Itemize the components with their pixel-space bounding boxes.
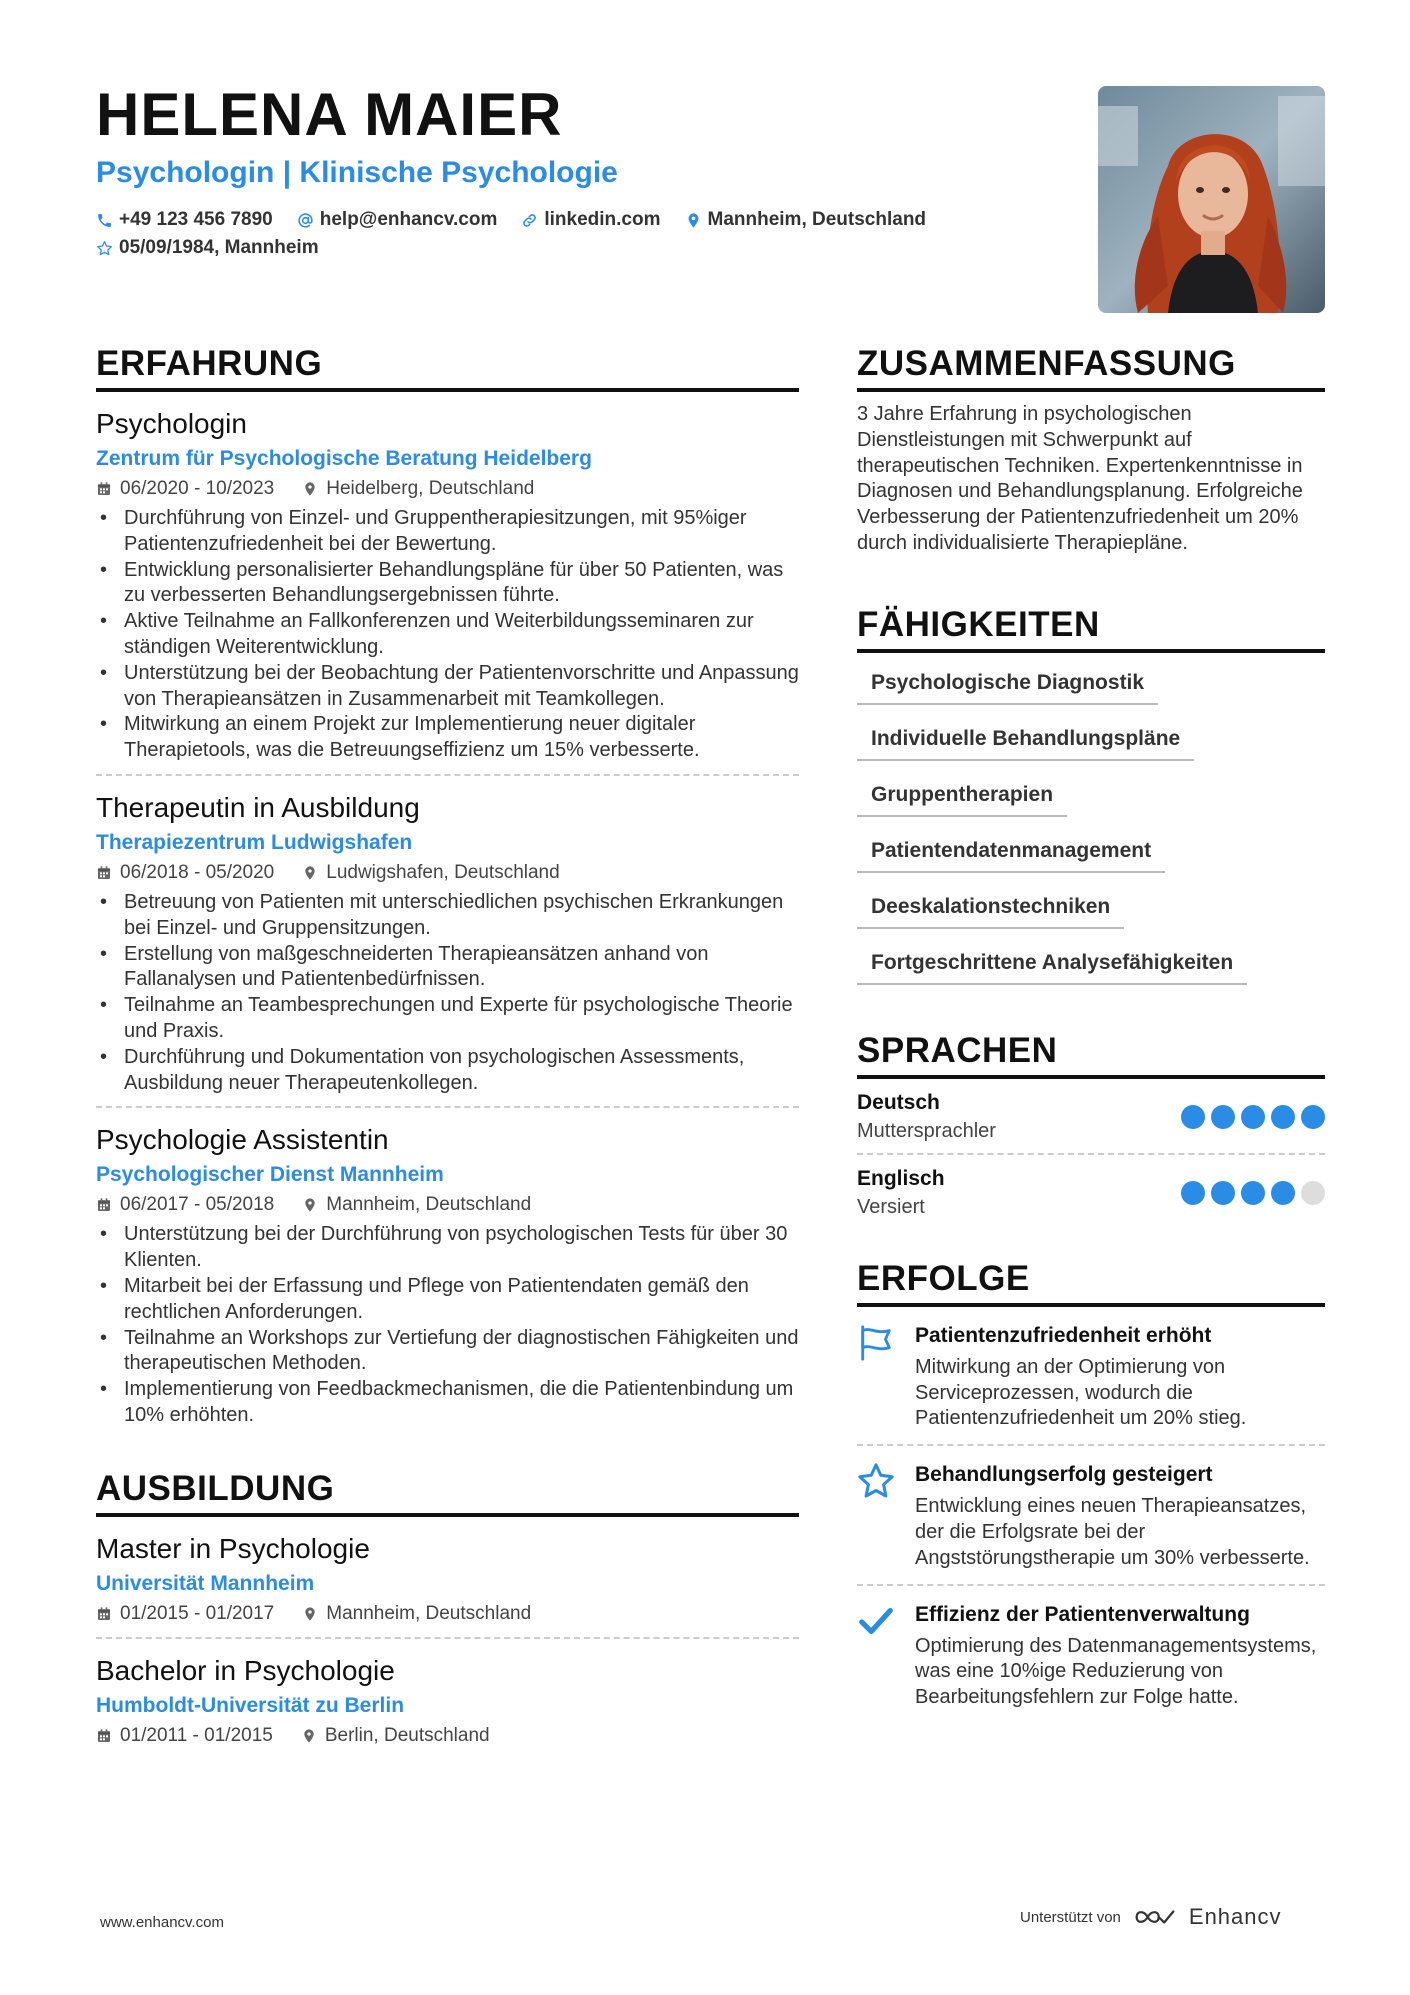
location-text: Mannheim, Deutschland [326, 1194, 532, 1216]
location-pin-icon [302, 1197, 318, 1213]
experience-heading: ERFAHRUNG [96, 344, 799, 392]
language-name: Deutsch [857, 1090, 940, 1114]
location-pin-icon [685, 212, 702, 229]
degree-title: Bachelor in Psychologie [96, 1654, 395, 1686]
achievement-title: Effizienz der Patientenverwaltung [915, 1602, 1250, 1626]
experience-entry [96, 774, 799, 1106]
location-pin-icon [302, 481, 318, 497]
powered-by-text: Unterstützt von [1020, 1908, 1121, 1926]
skill-tag: Psychologische Diagnostik [857, 667, 1158, 705]
email-text: help@enhancv.com [319, 209, 498, 230]
company-name: Psychologischer Dienst Mannheim [96, 1163, 444, 1187]
degree-title: Master in Psychologie [96, 1532, 370, 1564]
bullet: • Teilnahme an Teambesprechungen und Experte für psychologische Theorie und Praxis. [96, 993, 799, 1045]
company-name: Zentrum für Psychologische Beratung Heidelberg [96, 447, 592, 470]
achievement-title: Behandlungserfolg gesteigert [915, 1463, 1213, 1487]
rating-dot [1181, 1105, 1205, 1129]
contact-location [685, 209, 927, 231]
job-title: Psychologie Assistentin [96, 1124, 389, 1156]
left-column [96, 344, 799, 1759]
bullet: • Entwicklung personalisierter Behandlungspläne für über 50 Patienten, was zu verbesserten Behandlungsergebnissen führte. [96, 558, 799, 610]
skill-tag: Patientendatenmanagement [857, 835, 1165, 873]
edu-dates [96, 1599, 274, 1629]
job-dates [96, 858, 274, 888]
company-name: Therapiezentrum Ludwigshafen [96, 830, 413, 854]
summary-text: 3 Jahre Erfahrung in psychologischen Dienstleistungen mit Schwerpunkt auf therapeutischen Techniken. Expertenkenntnisse in Diagnosen und Behandlungsplanung. Erfolgreiche Verbesserung der Patientenzufriedenheit um 20% durch individualisierte Therapiepläne. [857, 403, 1303, 554]
dates-text: 06/2018 - 05/2020 [120, 861, 275, 883]
achievement-desc: Optimierung des Datenmanagementsystems, was eine 10%ige Reduzierung von Bearbeitungsfehlern zur Folge hatte. [915, 1634, 1317, 1709]
location-text: Ludwigshafen, Deutschland [326, 861, 560, 883]
location-pin-icon [302, 1606, 318, 1622]
location-pin-icon [302, 865, 318, 881]
edu-location [302, 1599, 531, 1629]
school-name: Humboldt-Universität zu Berlin [96, 1693, 405, 1717]
contact-email[interactable] [297, 209, 498, 231]
rating-dot [1211, 1181, 1235, 1205]
candidate-role: Psychologin | Klinische Psychologie [96, 156, 618, 189]
skill-tag: Gruppentherapien [857, 779, 1067, 817]
bullet: • Erstellung von maßgeschneiderten Therapieansätzen anhand von Fallanalysen und Patientenbedürfnissen. [96, 942, 799, 994]
flag-icon [857, 1323, 895, 1361]
phone-text: +49 123 456 7890 [119, 209, 273, 230]
language-rating [1181, 1105, 1325, 1129]
footer-branding [1020, 1904, 1282, 1930]
language-rating [1181, 1181, 1325, 1205]
achievement-entry [857, 1584, 1325, 1723]
rating-dot [1211, 1105, 1235, 1129]
rating-dot [1301, 1181, 1325, 1205]
dates-text: 01/2011 - 01/2015 [120, 1724, 273, 1746]
skill-tag: Fortgeschrittene Analysefähigkeiten [857, 947, 1247, 985]
calendar-icon [96, 1197, 112, 1213]
contact-birth [96, 237, 319, 259]
brand-name: Enhancv [1188, 1904, 1282, 1929]
experience-entry [96, 1106, 799, 1438]
summary-heading: ZUSAMMENFASSUNG [857, 344, 1325, 392]
at-icon [297, 212, 314, 229]
rating-dot [1271, 1181, 1295, 1205]
experience-entry [96, 392, 799, 774]
profile-photo [1098, 86, 1325, 313]
right-column [857, 344, 1325, 1723]
rating-dot [1271, 1105, 1295, 1129]
phone-icon [96, 212, 113, 229]
bullet: • Aktive Teilnahme an Fallkonferenzen und Weiterbildungsseminaren zur ständigen Weiterentwicklung. [96, 609, 799, 661]
calendar-icon [96, 1606, 112, 1622]
contact-info [96, 206, 1056, 262]
achievement-desc: Mitwirkung an der Optimierung von Serviceprozessen, wodurch die Patientenzufriedenheit um 20% stieg. [915, 1355, 1247, 1430]
birth-text: 05/09/1984, Mannheim [119, 237, 319, 258]
job-title: Therapeutin in Ausbildung [96, 791, 420, 823]
location-pin-icon [301, 1728, 317, 1744]
location-text: Heidelberg, Deutschland [326, 478, 535, 499]
bullet: • Mitarbeit bei der Erfassung und Pflege von Patientendaten gemäß den rechtlichen Anforderungen. [96, 1274, 799, 1326]
job-bullets [96, 890, 799, 1096]
skills-heading: FÄHIGKEITEN [857, 605, 1325, 653]
location-text: Mannheim, Deutschland [707, 209, 927, 230]
bullet: • Mitwirkung an einem Projekt zur Implementierung neuer digitaler Therapietools, was die Betreuungseffizienz um 15% verbesserte. [96, 712, 799, 764]
calendar-icon [96, 865, 112, 881]
bullet: • Unterstützung bei der Durchführung von psychologischen Tests für über 30 Klienten. [96, 1222, 799, 1274]
candidate-name: HELENA MAIER [96, 81, 563, 148]
language-name: Englisch [857, 1166, 945, 1190]
star-icon [857, 1462, 895, 1500]
achievements-heading: ERFOLGE [857, 1259, 1325, 1307]
dates-text: 06/2020 - 10/2023 [120, 478, 275, 499]
link-icon [521, 212, 538, 229]
star-outline-icon [96, 240, 113, 257]
achievement-entry [857, 1307, 1325, 1444]
achievement-desc: Entwicklung eines neuen Therapieansatzes, der die Erfolgsrate bei der Angststörungstherapie um 30% verbesserte. [915, 1495, 1310, 1569]
achievement-entry [857, 1444, 1325, 1583]
contact-phone[interactable] [96, 209, 273, 231]
bullet: • Betreuung von Patienten mit unterschiedlichen psychischen Erkrankungen bei Einzel- und Gruppensitzungen. [96, 890, 799, 942]
language-entry [857, 1153, 1325, 1229]
bullet: • Unterstützung bei der Beobachtung der Patientenvorschritte und Anpassung von Therapieansätzen in Zusammenarbeit mit Teamkollegen. [96, 661, 799, 713]
contact-linkedin[interactable] [521, 209, 660, 231]
skill-tag: Deeskalationstechniken [857, 891, 1124, 929]
education-entry [96, 1637, 799, 1759]
job-bullets [96, 1222, 799, 1428]
education-heading: AUSBILDUNG [96, 1469, 799, 1517]
achievement-title: Patientenzufriedenheit erhöht [915, 1323, 1212, 1347]
bullet: • Teilnahme an Workshops zur Vertiefung der diagnostischen Fähigkeiten und therapeutischen Methoden. [96, 1326, 799, 1378]
job-location [302, 858, 559, 888]
rating-dot [1301, 1105, 1325, 1129]
edu-dates [96, 1721, 273, 1751]
skills-list [857, 653, 1325, 1003]
language-entry [857, 1079, 1325, 1153]
language-level: Muttersprachler [857, 1119, 996, 1142]
rating-dot [1181, 1181, 1205, 1205]
rating-dot [1241, 1181, 1265, 1205]
bullet: • Implementierung von Feedbackmechanismen, die die Patientenbindung um 10% erhöhten. [96, 1377, 799, 1429]
languages-heading: SPRACHEN [857, 1031, 1325, 1079]
rating-dot [1241, 1105, 1265, 1129]
dates-text: 01/2015 - 01/2017 [120, 1602, 275, 1624]
job-location [302, 474, 534, 504]
language-level: Versiert [857, 1195, 925, 1218]
job-location [302, 1190, 531, 1220]
education-entry [96, 1517, 799, 1637]
location-text: Mannheim, Deutschland [326, 1602, 532, 1624]
dates-text: 06/2017 - 05/2018 [120, 1194, 275, 1216]
job-title: Psychologin [96, 408, 247, 439]
bullet: • Durchführung von Einzel- und Gruppentherapiesitzungen, mit 95%iger Patientenzufriedenheit bei der Bewertung. [96, 506, 799, 558]
footer-website[interactable]: www.enhancv.com [100, 1914, 224, 1931]
job-dates [96, 1190, 274, 1220]
location-text: Berlin, Deutschland [324, 1724, 490, 1746]
linkedin-text: linkedin.com [544, 209, 661, 230]
bullet: • Durchführung und Dokumentation von psychologischen Assessments, Ausbildung neuer Therapeutenkollegen. [96, 1045, 799, 1097]
check-icon [857, 1602, 895, 1640]
edu-location [301, 1721, 490, 1751]
job-dates [96, 474, 274, 504]
calendar-icon [96, 481, 112, 497]
enhancv-logo-icon [1133, 1906, 1177, 1928]
calendar-icon [96, 1728, 112, 1744]
job-bullets [96, 506, 799, 764]
skill-tag: Individuelle Behandlungspläne [857, 723, 1194, 761]
school-name: Universität Mannheim [96, 1571, 315, 1595]
